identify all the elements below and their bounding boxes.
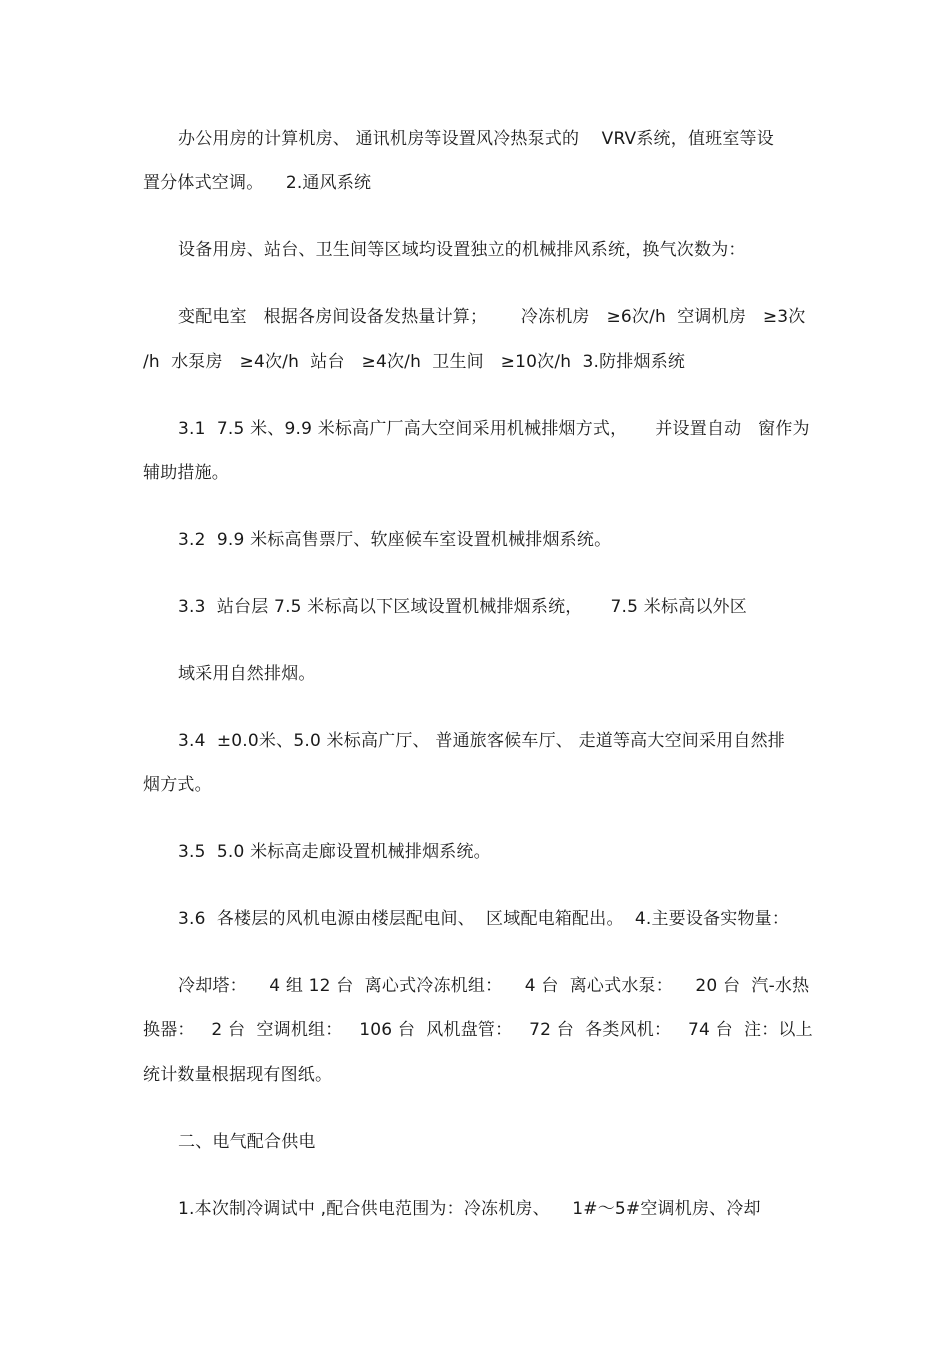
paragraph-line-2: 置分体式空调。 2.通风系统 [143, 173, 372, 193]
paragraph-line-8: 3.2 9.9 米标高售票厅、软座候车室设置机械排烟系统。 [178, 530, 612, 550]
paragraph-line-15: 冷却塔： 4 组 12 台 离心式冷冻机组： 4 台 离心式水泵： 20 台 汽-水热 [178, 976, 810, 996]
paragraph-line-3: 设备用房、站台、卫生间等区域均设置独立的机械排风系统，换气次数为： [178, 240, 746, 260]
paragraph-line-14: 3.6 各楼层的风机电源由楼层配电间、 区域配电箱配出。 4.主要设备实物量： [178, 909, 790, 929]
paragraph-line-6: 3.1 7.5 米、9.9 米标高广厂高大空间采用机械排烟方式， 并设置自动 窗作为 [178, 419, 810, 439]
paragraph-line-5: /h 水泵房 ≥4次/h 站台 ≥4次/h 卫生间 ≥10次/h 3.防排烟系统 [143, 352, 686, 372]
paragraph-line-11: 3.4 ±0.0米、5.0 米标高广厅、 普通旅客候车厅、 走道等高大空间采用自然排 [178, 731, 785, 751]
paragraph-line-9: 3.3 站台层 7.5 米标高以下区域设置机械排烟系统， 7.5 米标高以外区 [178, 597, 747, 617]
paragraph-line-12: 烟方式。 [143, 775, 212, 795]
paragraph-line-7: 辅助措施。 [143, 463, 229, 483]
paragraph-line-13: 3.5 5.0 米标高走廊设置机械排烟系统。 [178, 842, 491, 862]
paragraph-line-1: 办公用房的计算机房、 通讯机房等设置风冷热泵式的 VRV系统，值班室等设 [178, 129, 774, 149]
paragraph-line-17: 统计数量根据现有图纸。 [143, 1065, 333, 1085]
paragraph-line-4: 变配电室 根据各房间设备发热量计算； 冷冻机房 ≥6次/h 空调机房 ≥3次 [178, 307, 806, 327]
paragraph-line-16: 换器： 2 台 空调机组： 106 台 风机盘管： 72 台 各类风机： 74 台 注：以上 [143, 1020, 813, 1040]
paragraph-line-19: 1.本次制冷调试中 ,配合供电范围为：冷冻机房、 1#～5#空调机房、冷却 [178, 1199, 761, 1219]
section-heading: 二、电气配合供电 [178, 1132, 316, 1152]
paragraph-line-10: 域采用自然排烟。 [178, 664, 316, 684]
